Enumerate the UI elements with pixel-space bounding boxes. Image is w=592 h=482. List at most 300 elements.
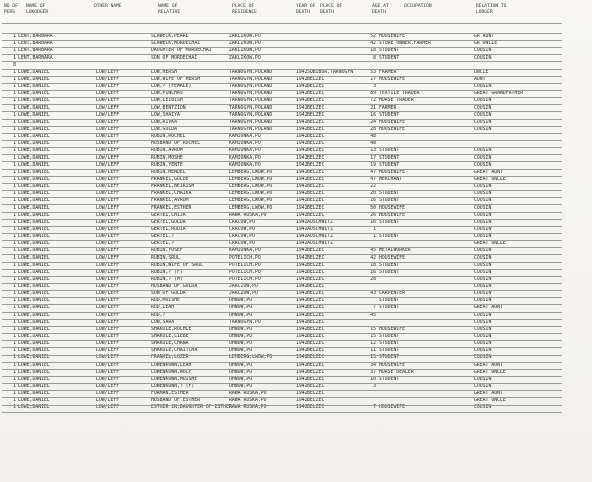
cell-year: 1942	[296, 191, 308, 197]
cell-no: 1	[13, 355, 16, 361]
cell-no: 1	[13, 334, 16, 340]
cell-rel: LOWENKOWN,WOLF	[151, 369, 192, 375]
row-divider	[2, 54, 562, 55]
cell-year: 1942	[296, 369, 308, 375]
cell-occ: STORE OWNER,FARMER	[379, 41, 431, 47]
cell-rel: RUBIN,AVRUM	[151, 148, 183, 154]
cell-no: 1	[13, 305, 16, 311]
row-divider	[2, 262, 562, 263]
cell-occ: HOUSEWIFE	[379, 119, 405, 125]
cell-age: 47	[370, 176, 376, 182]
cell-name: LOWE,DANIEL	[18, 76, 50, 82]
cell-death: BELZEC	[307, 355, 325, 361]
row-divider	[2, 161, 562, 162]
cell-place: LEMBERG,LWOW,PO	[229, 205, 273, 211]
cell-death: BELZEC	[307, 212, 325, 218]
cell-other: LOW/LEFF	[96, 205, 120, 211]
cell-name: LOWE,DANIEL	[18, 84, 50, 90]
cell-death: BELZEC	[307, 119, 325, 125]
cell-death: BELZEC	[307, 205, 325, 211]
cell-name: LOWE,DANIEL	[18, 269, 50, 275]
cell-year: 1942	[296, 341, 308, 347]
cell-rel: HUSBAND OF ESTHER	[151, 398, 201, 404]
row-divider	[2, 312, 562, 313]
cell-death: BELZEC	[307, 369, 325, 375]
cell-other: LOW/LEFF	[96, 169, 120, 175]
cell-other: LOW/LEFF	[96, 384, 120, 390]
header-no-of-pers: NO OF PERS	[4, 4, 18, 15]
cell-name: LOWE,DANIEL	[18, 234, 50, 240]
row-divider	[2, 212, 562, 213]
cell-relsub: GREAT UNCLE	[474, 176, 506, 182]
cell-rel: GERTEL,?	[151, 241, 175, 247]
row-divider	[2, 412, 562, 413]
cell-other: LOW/LEFF	[96, 184, 120, 190]
cell-death: BELZEC	[307, 341, 325, 347]
cell-rel: RUBIN,SRUL	[151, 255, 180, 261]
cell-year: 1942	[296, 391, 308, 397]
cell-other: LOW/LEFF	[96, 141, 120, 147]
cell-year: 1942	[296, 362, 308, 368]
cell-no: 1	[13, 98, 16, 104]
cell-other: LOW/LEFF	[96, 312, 120, 318]
cell-occ: CARPENTER	[379, 291, 405, 297]
cell-other: LOW/LEFF	[96, 119, 120, 125]
cell-rel: SHAKOLE,CHANA	[151, 341, 189, 347]
cell-year: 1942	[296, 141, 308, 147]
cell-no: 1	[13, 126, 16, 132]
cell-relsub: COUSIN	[474, 312, 492, 318]
cell-place: CRACOW,PO	[229, 241, 255, 247]
cell-rel: LOW,RIVKA	[151, 119, 177, 125]
row-divider	[2, 197, 562, 198]
cell-name: LOWE,DANIEL	[18, 205, 50, 211]
cell-relsub: COUSIN	[474, 355, 492, 361]
cell-age: 16	[370, 219, 376, 225]
cell-age: 11	[370, 348, 376, 354]
cell-death: AUSCHWITZ	[307, 234, 333, 240]
cell-relsub: COUSIN	[474, 341, 492, 347]
cell-rel: RUBIN,MENDEL	[151, 169, 186, 175]
cell-name: LOWE,DANIEL	[18, 126, 50, 132]
cell-other: LOW/LEFF	[96, 291, 120, 297]
cell-name: LOWE,DANIEL	[18, 284, 50, 290]
cell-rel: RUBIN,WIFE OF SRUL	[151, 262, 203, 268]
cell-other: LOW/LEFF	[96, 262, 120, 268]
row-divider	[2, 326, 562, 327]
cell-age: 48	[370, 141, 376, 147]
header-age-at-death: AGE AT DEATH	[372, 4, 389, 15]
cell-no: 1	[13, 105, 16, 111]
cell-relsub: GREAT UNCLE	[474, 398, 506, 404]
cell-name: LOWE,DANIEL	[18, 348, 50, 354]
cell-year: 1942	[296, 255, 308, 261]
cell-other: LOW/LEFF	[96, 134, 120, 140]
cell-place: TARNOGYN,POLAND	[229, 91, 273, 97]
table-header	[0, 0, 592, 24]
cell-no: 1	[13, 155, 16, 161]
cell-other: LOW/LEFF	[96, 376, 120, 382]
cell-name: LOWE,DANIEL	[18, 226, 50, 232]
cell-age: 10	[370, 376, 376, 382]
cell-year: 1942	[296, 219, 308, 225]
cell-no: 1	[13, 269, 16, 275]
cell-no: 1	[13, 348, 16, 354]
cell-place: ZAKLIKOW,PO	[229, 41, 261, 47]
cell-rel: LOW,WIFE OF HERSH	[151, 76, 201, 82]
cell-place: ZAKLIKOW,PO	[229, 48, 261, 54]
cell-age: 53	[370, 69, 376, 75]
cell-no: 1	[13, 184, 16, 190]
cell-year: 1942	[296, 98, 308, 104]
cell-rel: SHAKOLE,LIEBE	[151, 334, 189, 340]
cell-no: 1	[13, 76, 16, 82]
cell-no: 1	[13, 176, 16, 182]
cell-occ: HORSE DEALER	[379, 369, 414, 375]
cell-no: 1	[13, 262, 16, 268]
table-row	[0, 290, 592, 297]
cell-year: 1942	[296, 198, 308, 204]
cell-name: LOWE,DANIEL	[18, 291, 50, 297]
table-row	[0, 304, 592, 311]
cell-occ: TEXTILE TRADER	[379, 91, 420, 97]
cell-rel: RUBIN,MOSHE	[151, 155, 183, 161]
cell-occ: FARMER	[379, 69, 397, 75]
cell-place: UHNOW,PO	[229, 298, 253, 304]
table-row	[0, 326, 592, 333]
cell-occ: STUDENT	[379, 162, 400, 168]
row-divider	[2, 297, 562, 298]
cell-relsub: COUSIN	[474, 112, 492, 118]
row-divider	[2, 154, 562, 155]
row-divider	[2, 254, 562, 255]
cell-name: LOWE,DANIEL	[18, 384, 50, 390]
row-divider	[2, 176, 562, 177]
cell-place: JARCZOW,PO	[229, 291, 258, 297]
cell-place: RAWA RUSKA,PO	[229, 405, 267, 411]
table-row	[0, 369, 592, 376]
cell-no: 1	[13, 148, 16, 154]
cell-occ: STUDENT	[379, 334, 400, 340]
cell-age: 13	[370, 148, 376, 154]
cell-age: 22	[370, 184, 376, 190]
cell-year: 1942	[296, 276, 308, 282]
cell-place: POTELICH,PO	[229, 269, 261, 275]
cell-no: 1	[13, 134, 16, 140]
table-row	[0, 354, 592, 361]
cell-year: 1942	[296, 241, 308, 247]
cell-other: LOW/LEFF	[96, 69, 120, 75]
cell-no: 1	[13, 384, 16, 390]
cell-other: LOW/LEFF	[96, 348, 120, 354]
cell-relsub: COUSIN	[474, 276, 492, 282]
cell-no: 1	[13, 226, 16, 232]
cell-place: TARNOGYN,POLAND	[229, 119, 273, 125]
cell-year: 1942	[296, 269, 308, 275]
cell-place: TARNOGYN,PO	[229, 319, 261, 325]
row-divider	[2, 169, 562, 170]
cell-rel: RUBIN,YOSEF	[151, 248, 183, 254]
cell-death: BELZEC	[307, 262, 325, 268]
cell-name: LOWE,DANIEL	[18, 369, 50, 375]
cell-name: LOWE,DANIEL	[18, 398, 50, 404]
cell-place: CRACOW,PO	[229, 226, 255, 232]
cell-occ: HOUSEWIFE	[379, 126, 405, 132]
cell-place: TARNOGYN,POLAND	[229, 105, 273, 111]
cell-no: 1	[13, 112, 16, 118]
cell-name: LOWE,DANIEL	[18, 148, 50, 154]
cell-no: 1	[13, 169, 16, 175]
cell-death: BELZEC	[307, 384, 325, 390]
cell-name: LOWE,DANIEL	[18, 341, 50, 347]
cell-age: 48	[370, 134, 376, 140]
cell-death: BELZEC	[307, 405, 325, 411]
cell-age: 28	[370, 276, 376, 282]
row-divider	[2, 405, 562, 406]
cell-name: LOWE,DANIEL	[18, 305, 50, 311]
cell-death: BELZEC	[307, 191, 325, 197]
cell-relsub: GREAT AUNT	[474, 169, 503, 175]
cell-place: UHNOW,PO	[229, 305, 253, 311]
cell-no: 1	[13, 341, 16, 347]
row-divider	[2, 369, 562, 370]
cell-age: 50	[370, 205, 376, 211]
row-divider	[2, 219, 562, 220]
cell-relsub: COUSIN	[474, 148, 492, 154]
cell-year: 1942	[296, 119, 308, 125]
cell-name: LOWE,DANIEL	[18, 176, 50, 182]
cell-rel: FRANKEL,ESTHER	[151, 205, 192, 211]
cell-place: TARNOGYN,POLAND	[229, 76, 273, 82]
cell-age: 16	[370, 269, 376, 275]
cell-age: 52	[370, 34, 376, 40]
table-row	[0, 383, 592, 390]
row-divider	[2, 376, 562, 377]
header-year-of-death: YEAR OF DEATH	[296, 4, 316, 15]
cell-other: LOW/LEFF	[96, 176, 120, 182]
row-divider	[2, 319, 562, 320]
cell-no: 1	[13, 198, 16, 204]
cell-relsub: COUSIN	[474, 98, 492, 104]
cell-age: 42	[370, 41, 376, 47]
cell-other: LOW/LEFF	[96, 248, 120, 254]
cell-relsub: COUSIN	[474, 334, 492, 340]
cell-occ: HOUSEWIFE	[379, 362, 405, 368]
cell-rel: LOW,LEIBISH	[151, 98, 183, 104]
header-divider	[2, 23, 562, 24]
cell-year: 1942	[296, 348, 308, 354]
cell-relsub: GREAT AUNT	[474, 391, 503, 397]
row-divider	[2, 290, 562, 291]
row-divider	[2, 133, 562, 134]
cell-year: 1942	[296, 248, 308, 254]
cell-year: 1942	[296, 226, 308, 232]
cell-place: UHNOW,PO	[229, 326, 253, 332]
cell-year: 1942	[296, 312, 308, 318]
cell-other: LOW/LEFF	[96, 91, 120, 97]
cell-name: LOWE,DANIEL	[18, 262, 50, 268]
cell-name: LOWE,DANIEL	[18, 198, 50, 204]
cell-rel: FURMAN,ESTHER	[151, 391, 189, 397]
cell-year: 1942	[296, 405, 308, 411]
cell-relsub: COUSIN	[474, 205, 492, 211]
cell-year: 1942	[296, 376, 308, 382]
cell-name: LOWE,DANIEL	[18, 91, 50, 97]
header-place-of-death: PLACE OF DEATH	[320, 4, 343, 15]
row-divider	[2, 333, 562, 334]
cell-place: UHNOW,PO	[229, 362, 253, 368]
cell-other: LOW/LEFF	[96, 76, 120, 82]
cell-relsub: COUSIN	[474, 348, 492, 354]
cell-occ: STUDENT	[379, 355, 400, 361]
cell-year: 1942	[296, 384, 308, 390]
cell-relsub: COUSIN	[474, 198, 492, 204]
cell-place: TARNOGYN,POLAND	[229, 98, 273, 104]
cell-age: 12	[370, 341, 376, 347]
cell-no: 1	[13, 55, 16, 61]
cell-other: LOW/LEFF	[96, 362, 120, 368]
table-row	[0, 340, 592, 347]
cell-year: 1942	[296, 69, 308, 75]
cell-place: TARNOGYN,POLAND	[229, 84, 273, 90]
cell-rel: LOW,GOLDA	[151, 126, 177, 132]
cell-no: 1	[13, 248, 16, 254]
cell-relsub: AUNT	[474, 76, 486, 82]
cell-name: LOWE,DANIEL	[18, 169, 50, 175]
cell-occ: FARMER	[379, 105, 397, 111]
cell-occ: HOUSEWIFE	[379, 34, 405, 40]
cell-age: 72	[370, 98, 376, 104]
cell-age: 45	[370, 248, 376, 254]
cell-age: 16	[370, 112, 376, 118]
row-divider	[2, 119, 562, 120]
cell-rel: RUBIN,? (M)	[151, 276, 183, 282]
cell-death: BELZEC	[307, 269, 325, 275]
cell-rel: RUBIN,YENTE	[151, 162, 183, 168]
cell-name: LOWE,DANIEL	[18, 248, 50, 254]
cell-death: BELZEC	[307, 255, 325, 261]
cell-relsub: COUSIN	[474, 255, 492, 261]
cell-death: BELZEC	[307, 362, 325, 368]
cell-death: BELZEC	[307, 334, 325, 340]
cell-rel: RUD,MOISHE	[151, 298, 180, 304]
cell-other: LOW/LEFF	[96, 369, 120, 375]
row-divider	[2, 247, 562, 248]
cell-relsub: COUSIN	[474, 376, 492, 382]
cell-rel: GERTEL,?	[151, 234, 175, 240]
cell-year: 1942	[296, 305, 308, 311]
cell-relsub: COUSIN	[474, 126, 492, 132]
cell-age: 3	[373, 84, 376, 90]
row-divider	[2, 269, 562, 270]
cell-name: LOWE,DANIEL	[18, 162, 50, 168]
cell-occ: HOUSEWIFE	[379, 76, 405, 82]
cell-death: BELZEC	[307, 134, 325, 140]
cell-other: LOW/LEFF	[96, 391, 120, 397]
cell-relsub: COUSIN	[474, 269, 492, 275]
cell-relsub: UNCLE	[474, 69, 489, 75]
cell-rel: SHAKOLE,CHAITCHA	[151, 348, 198, 354]
cell-no: 1	[13, 312, 16, 318]
cell-no: 1	[13, 291, 16, 297]
cell-rel: GERTEL,CHIJA	[151, 212, 186, 218]
cell-age: 37	[370, 369, 376, 375]
cell-occ: STUDENT	[379, 198, 400, 204]
cell-death: BELZEC	[307, 326, 325, 332]
cell-year: 1942	[296, 76, 308, 82]
cell-place: KAMIONKA,PO	[229, 141, 261, 147]
cell-no: 1	[13, 84, 16, 90]
row-divider	[2, 240, 562, 241]
cell-place: KAMIONKA,PO	[229, 162, 261, 168]
cell-other: LOW/LEFF	[96, 155, 120, 161]
cell-place: LEMBERG,LWOW,PO	[229, 176, 273, 182]
cell-death: BELZEC	[307, 305, 325, 311]
cell-death: BELZEC	[307, 398, 325, 404]
cell-relsub: COUSIN	[474, 155, 492, 161]
header-relation-to-lodger: RELATION TO LODGER	[476, 4, 507, 15]
cell-occ: STUDENT	[379, 348, 400, 354]
cell-no: 1	[13, 391, 16, 397]
cell-death: BELZEC	[307, 162, 325, 168]
cell-death: BELZEC	[307, 391, 325, 397]
cell-place: UHNOW,PO	[229, 312, 253, 318]
cell-death: BELZEC	[307, 148, 325, 154]
cell-occ: STUDENT	[379, 148, 400, 154]
cell-relsub: GREAT GRANDFATHER	[474, 91, 524, 97]
cell-other: LOW/LEFF	[96, 319, 120, 325]
row-divider	[2, 347, 562, 348]
cell-no: 1	[13, 241, 16, 247]
table-row	[0, 319, 592, 326]
cell-occ: STUDENT	[379, 191, 400, 197]
cell-name: LOWE,DANIEL	[18, 391, 50, 397]
cell-no: 1	[13, 41, 16, 47]
row-divider	[2, 304, 562, 305]
cell-no: 1	[13, 405, 16, 411]
cell-age: 24	[370, 119, 376, 125]
cell-rel: LOW,SHAIYA	[151, 112, 180, 118]
cell-place: UHNOW,PO	[229, 376, 253, 382]
cell-other: LOW/LEFF	[96, 305, 120, 311]
cell-no: 1	[13, 398, 16, 404]
row-divider	[2, 390, 562, 391]
cell-year: 1942	[296, 84, 308, 90]
row-divider	[2, 33, 562, 34]
cell-rel: FRANKEL,CHAIKA	[151, 191, 192, 197]
cell-no: 1	[13, 255, 16, 261]
cell-occ: STUDENT	[379, 155, 400, 161]
row-divider	[2, 40, 562, 41]
cell-other: LOW/LEFF	[96, 241, 120, 247]
cell-rel: RUBIN,? (F)	[151, 269, 183, 275]
cell-rel: LOWENKOWN,MOISHE	[151, 376, 198, 382]
row-divider	[2, 233, 562, 234]
cell-relsub: COUSIN	[474, 162, 492, 168]
cell-other: LOW/LEFF	[96, 276, 120, 282]
cell-age: 20	[370, 191, 376, 197]
cell-rel: DAUGHTER OF MORDECHAI	[151, 48, 212, 54]
cell-place: KAMIONKA,PO	[229, 148, 261, 154]
cell-relsub: COUSIN	[474, 48, 492, 54]
cell-name: LENT,BARBARA	[18, 48, 53, 54]
cell-other: LOW/LEFF	[96, 198, 120, 204]
cell-year: 1942	[296, 234, 308, 240]
row-divider	[2, 147, 562, 148]
cell-death: BELZEC	[307, 98, 325, 104]
cell-name: LENT,BARBARA	[18, 41, 53, 47]
row-divider	[2, 69, 562, 70]
